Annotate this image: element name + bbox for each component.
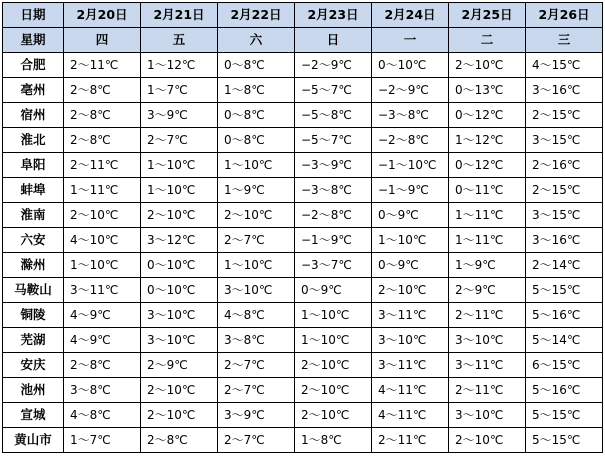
temperature-range-cell: 4～15℃ — [526, 53, 603, 78]
temperature-range-cell: −1～10℃ — [372, 153, 449, 178]
city-name: 芜湖 — [3, 328, 64, 353]
temperature-range-cell: 0～9℃ — [372, 203, 449, 228]
temperature-range-cell: 1～10℃ — [372, 228, 449, 253]
table-row — [3, 203, 603, 228]
temperature-range-cell: 1～10℃ — [295, 303, 372, 328]
temperature-range-cell: 1～10℃ — [218, 153, 295, 178]
city-name: 安庆 — [3, 353, 64, 378]
temperature-range-cell: 0～8℃ — [218, 103, 295, 128]
temperature-range-cell: 2～10℃ — [449, 428, 526, 453]
temperature-range-cell: 2～8℃ — [64, 78, 141, 103]
temperature-range-cell: −5～8℃ — [295, 103, 372, 128]
temperature-range-cell: 0～10℃ — [141, 278, 218, 303]
temperature-range-cell: 0～8℃ — [218, 53, 295, 78]
temperature-range-cell: 1～7℃ — [141, 78, 218, 103]
temperature-range-cell: 2～10℃ — [295, 378, 372, 403]
table-row — [3, 328, 603, 353]
temperature-range-cell: −2～8℃ — [372, 128, 449, 153]
date-header-cell: 2月22日 — [218, 3, 295, 28]
temperature-range-cell: 3～8℃ — [64, 378, 141, 403]
temperature-range-cell: 1～11℃ — [64, 178, 141, 203]
table-row — [3, 128, 603, 153]
temperature-range-cell: 1～9℃ — [218, 178, 295, 203]
temperature-range-cell: 3～10℃ — [449, 328, 526, 353]
weekday-header-cell: 二 — [449, 28, 526, 53]
temperature-range-cell: 2～8℃ — [141, 428, 218, 453]
temperature-range-cell: 2～11℃ — [64, 153, 141, 178]
temperature-range-cell: −5～7℃ — [295, 128, 372, 153]
temperature-range-cell: 2～11℃ — [64, 53, 141, 78]
temperature-range-cell: 0～12℃ — [449, 153, 526, 178]
date-header-cell: 2月21日 — [141, 3, 218, 28]
temperature-range-cell: 2～7℃ — [218, 353, 295, 378]
temperature-range-cell: 0～9℃ — [295, 278, 372, 303]
date-label: 日期 — [3, 3, 64, 28]
temperature-range-cell: 2～10℃ — [295, 403, 372, 428]
temperature-range-cell: 5～16℃ — [526, 378, 603, 403]
temperature-range-cell: 2～10℃ — [295, 353, 372, 378]
temperature-range-cell: 4～8℃ — [218, 303, 295, 328]
city-name: 滁州 — [3, 253, 64, 278]
temperature-range-cell: 3～12℃ — [141, 228, 218, 253]
temperature-range-cell: 0～8℃ — [218, 128, 295, 153]
temperature-range-cell: 3～16℃ — [526, 78, 603, 103]
temperature-range-cell: 5～15℃ — [526, 278, 603, 303]
city-name: 蚌埠 — [3, 178, 64, 203]
table-row — [3, 103, 603, 128]
temperature-range-cell: 2～14℃ — [526, 253, 603, 278]
temperature-range-cell: −1～9℃ — [372, 178, 449, 203]
temperature-range-cell: −3～8℃ — [372, 103, 449, 128]
temperature-range-cell: 3～11℃ — [64, 278, 141, 303]
table-row — [3, 303, 603, 328]
temperature-range-cell: 2～10℃ — [218, 203, 295, 228]
city-name: 阜阳 — [3, 153, 64, 178]
weekday-header-cell: 五 — [141, 28, 218, 53]
temperature-range-cell: 1～10℃ — [141, 178, 218, 203]
city-name: 黄山市 — [3, 428, 64, 453]
temperature-range-cell: 1～10℃ — [141, 153, 218, 178]
table-row — [3, 353, 603, 378]
temperature-range-cell: 4～9℃ — [64, 328, 141, 353]
temperature-range-cell: 0～12℃ — [449, 103, 526, 128]
city-name: 宿州 — [3, 103, 64, 128]
date-header-cell: 2月23日 — [295, 3, 372, 28]
weekday-header-cell: 一 — [372, 28, 449, 53]
temperature-range-cell: 3～9℃ — [141, 103, 218, 128]
temperature-range-cell: 2～11℃ — [449, 378, 526, 403]
temperature-range-cell: 1～12℃ — [449, 128, 526, 153]
temperature-range-cell: 0～11℃ — [449, 178, 526, 203]
temperature-range-cell: 2～15℃ — [526, 103, 603, 128]
temperature-range-cell: 3～16℃ — [526, 228, 603, 253]
temperature-range-cell: 2～11℃ — [372, 428, 449, 453]
temperature-range-cell: 4～8℃ — [64, 403, 141, 428]
temperature-range-cell: 3～8℃ — [218, 328, 295, 353]
temperature-range-cell: 2～7℃ — [218, 378, 295, 403]
temperature-range-cell: 2～10℃ — [64, 203, 141, 228]
temperature-range-cell: 2～7℃ — [141, 128, 218, 153]
weekday-header-row — [3, 28, 603, 53]
weekday-label: 星期 — [3, 28, 64, 53]
table-row — [3, 278, 603, 303]
date-header-cell: 2月25日 — [449, 3, 526, 28]
city-name: 六安 — [3, 228, 64, 253]
temperature-range-cell: 3～10℃ — [449, 403, 526, 428]
temperature-range-cell: 1～11℃ — [449, 203, 526, 228]
temperature-range-cell: 3～9℃ — [218, 403, 295, 428]
weekday-header-cell: 四 — [64, 28, 141, 53]
temperature-range-cell: −2～8℃ — [295, 203, 372, 228]
temperature-range-cell: 5～15℃ — [526, 428, 603, 453]
temperature-range-cell: 3～10℃ — [141, 328, 218, 353]
temperature-range-cell: 0～10℃ — [141, 253, 218, 278]
city-name: 淮南 — [3, 203, 64, 228]
temperature-range-cell: 5～16℃ — [526, 303, 603, 328]
temperature-range-cell: 2～11℃ — [449, 303, 526, 328]
temperature-range-cell: 0～13℃ — [449, 78, 526, 103]
temperature-range-cell: 3～10℃ — [141, 303, 218, 328]
city-name: 亳州 — [3, 78, 64, 103]
temperature-range-cell: 1～8℃ — [218, 78, 295, 103]
temperature-range-cell: 4～9℃ — [64, 303, 141, 328]
weekday-header-cell: 三 — [526, 28, 603, 53]
temperature-range-cell: 4～11℃ — [372, 403, 449, 428]
temperature-range-cell: 5～15℃ — [526, 403, 603, 428]
table-row — [3, 153, 603, 178]
temperature-range-cell: 1～8℃ — [295, 428, 372, 453]
table-row — [3, 378, 603, 403]
temperature-range-cell: 0～9℃ — [372, 253, 449, 278]
temperature-range-cell: 2～9℃ — [141, 353, 218, 378]
table-row — [3, 178, 603, 203]
weather-forecast-table — [2, 2, 603, 453]
temperature-range-cell: −1～9℃ — [295, 228, 372, 253]
city-name: 合肥 — [3, 53, 64, 78]
temperature-range-cell: 1～11℃ — [449, 228, 526, 253]
weekday-header-cell: 日 — [295, 28, 372, 53]
temperature-range-cell: 3～11℃ — [449, 353, 526, 378]
temperature-range-cell: 3～11℃ — [372, 353, 449, 378]
temperature-range-cell: −3～8℃ — [295, 178, 372, 203]
temperature-range-cell: 2～10℃ — [141, 203, 218, 228]
table-row — [3, 78, 603, 103]
date-header-cell: 2月26日 — [526, 3, 603, 28]
temperature-range-cell: 3～10℃ — [218, 278, 295, 303]
temperature-range-cell: 2～16℃ — [526, 153, 603, 178]
temperature-range-cell: 4～11℃ — [372, 378, 449, 403]
table-row — [3, 403, 603, 428]
weekday-header-cell: 六 — [218, 28, 295, 53]
temperature-range-cell: 2～8℃ — [64, 128, 141, 153]
table-row — [3, 253, 603, 278]
temperature-range-cell: 1～7℃ — [64, 428, 141, 453]
temperature-range-cell: 1～10℃ — [218, 253, 295, 278]
temperature-range-cell: 2～7℃ — [218, 228, 295, 253]
temperature-range-cell: 3～15℃ — [526, 203, 603, 228]
temperature-range-cell: 6～15℃ — [526, 353, 603, 378]
city-name: 宣城 — [3, 403, 64, 428]
temperature-range-cell: 2～15℃ — [526, 178, 603, 203]
temperature-range-cell: 2～9℃ — [449, 278, 526, 303]
table-row — [3, 53, 603, 78]
city-name: 池州 — [3, 378, 64, 403]
temperature-range-cell: 3～15℃ — [526, 128, 603, 153]
temperature-range-cell: −3～7℃ — [295, 253, 372, 278]
temperature-range-cell: 2～8℃ — [64, 103, 141, 128]
temperature-range-cell: 4～10℃ — [64, 228, 141, 253]
temperature-range-cell: 1～10℃ — [64, 253, 141, 278]
temperature-range-cell: −3～9℃ — [295, 153, 372, 178]
temperature-range-cell: 2～10℃ — [372, 278, 449, 303]
temperature-range-cell: 2～10℃ — [141, 378, 218, 403]
temperature-range-cell: 2～7℃ — [218, 428, 295, 453]
city-name: 马鞍山 — [3, 278, 64, 303]
table-row — [3, 228, 603, 253]
temperature-range-cell: 2～10℃ — [449, 53, 526, 78]
city-name: 铜陵 — [3, 303, 64, 328]
date-header-cell: 2月24日 — [372, 3, 449, 28]
temperature-range-cell: 1～12℃ — [141, 53, 218, 78]
temperature-range-cell: 2～10℃ — [141, 403, 218, 428]
temperature-range-cell: 5～14℃ — [526, 328, 603, 353]
temperature-range-cell: 0～10℃ — [372, 53, 449, 78]
temperature-range-cell: −2～9℃ — [295, 53, 372, 78]
temperature-range-cell: −2～9℃ — [372, 78, 449, 103]
temperature-range-cell: 1～9℃ — [449, 253, 526, 278]
temperature-range-cell: 1～10℃ — [295, 328, 372, 353]
temperature-range-cell: −5～7℃ — [295, 78, 372, 103]
date-header-cell: 2月20日 — [64, 3, 141, 28]
temperature-range-cell: 3～10℃ — [372, 328, 449, 353]
temperature-range-cell: 2～8℃ — [64, 353, 141, 378]
date-header-row — [3, 3, 603, 28]
city-name: 淮北 — [3, 128, 64, 153]
temperature-range-cell: 3～11℃ — [372, 303, 449, 328]
table-row — [3, 428, 603, 453]
